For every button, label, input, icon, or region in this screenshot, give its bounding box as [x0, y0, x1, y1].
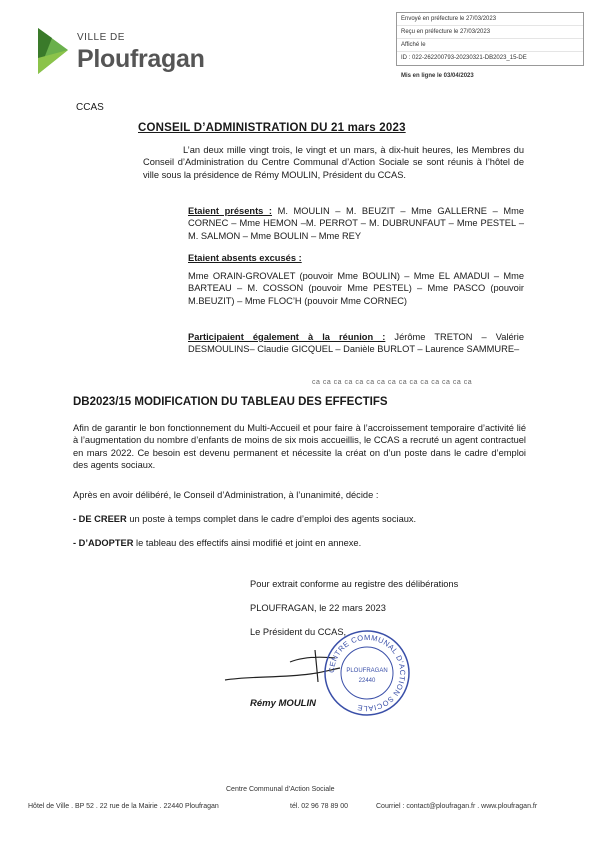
stamp-line-id: ID : 022-262200793-20230321-DB2023_15-DE — [401, 55, 527, 61]
footer-phone: tél. 02 96 78 89 00 — [290, 803, 348, 810]
absent-label-block — [188, 252, 524, 264]
separator-line: ca ca ca ca ca ca ca ca ca ca ca ca ca ca ca — [312, 379, 473, 386]
logo-town-name: Ploufragan — [77, 45, 205, 73]
deliberation-para1: Afin de garantir le bon fonctionnement du Multi-Accueil et pour faire à l’accroissement temporaire d’activité lié à l’augmentation du nombre d’enfants de moins de six mois accueillis, le CCAS a recruté un agent contractuel en mars 2022. Ce besoin est devenu permanent et nécessite la créat on d’un poste dans le cadre d’emploi des agents sociaux. — [73, 423, 526, 470]
participating-block — [188, 331, 524, 356]
footer-org: Centre Communal d’Action Sociale — [226, 786, 335, 793]
department-label: CCAS — [76, 102, 104, 113]
prefecture-stamp — [396, 12, 584, 66]
ccas-seal — [322, 628, 412, 718]
meeting-title: CONSEIL D’ADMINISTRATION DU 21 mars 2023 — [138, 122, 406, 134]
stamp-line-received: Reçu en préfecture le 27/03/2023 — [397, 26, 583, 39]
footer-contact: Courriel : contact@ploufragan.fr . www.ploufragan.fr — [376, 803, 538, 810]
present-label: Etaient présents : — [188, 206, 273, 216]
absent-text: Mme ORAIN-GROVALET (pouvoir Mme BOULIN) – Mme EL AMADUI – Mme BARTEAU – M. COSSON (pouvoir Mme PESTEL) – Mme PASCO (pouvoir M.BEUZIT) – Mme FLOC’H (pouvoir Mme CORNEC) — [188, 271, 524, 306]
participating-text: Jérôme TRETON – Valérie DESMOULINS– Claudie GICQUEL – Danièle BURLOT – Laurence SAMMURE– — [188, 332, 524, 355]
stamp-line-posted: Affiché le — [397, 39, 583, 52]
extract-statement: Pour extrait conforme au registre des délibérations — [250, 579, 459, 589]
seal-code-text: 22440 — [358, 678, 376, 684]
decision-adopt-label: - D’ADOPTER — [73, 538, 134, 548]
absent-block — [188, 270, 524, 307]
decision-adopt — [73, 537, 526, 549]
stamp-line-sent: Envoyé en préfecture le 27/03/2023 — [397, 13, 583, 26]
absent-label: Etaient absents excusés : — [188, 253, 302, 263]
footer-address: Hôtel de Ville . BP 52 . 22 rue de la Mairie . 22440 Ploufragan — [28, 803, 219, 810]
decision-create-label: - DE CREER — [73, 514, 127, 524]
present-block — [188, 205, 524, 242]
meeting-intro — [143, 144, 524, 181]
seal-center-text: PLOUFRAGAN — [346, 668, 388, 674]
participating-label: Participaient également à la réunion : — [188, 332, 386, 342]
deliberation-para2: Après en avoir délibéré, le Conseil d’Administration, à l’unanimité, décide : — [73, 490, 379, 500]
decision-create-text: un poste à temps complet dans le cadre d’emploi des agents sociaux. — [126, 514, 417, 524]
logo-small-text: VILLE DE — [77, 32, 125, 43]
intro-text: L’an deux mille vingt trois, le vingt et un mars, à dix-huit heures, les Membres du Conseil d’Administration du Centre Communal d’Action Sociale se sont réunis à l’hôtel de ville sous la présidence de Rémy MOULIN, Président du CCAS. — [143, 145, 524, 180]
present-text: M. MOULIN – M. BEUZIT – Mme GALLERNE – Mme CORNEC – Mme HEMON –M. PERROT – M. DUBRUNFAUT – Mme PESTEL – M. SALMON – Mme BOULIN – Mme REY — [188, 206, 524, 241]
ploufragan-logo-icon — [30, 28, 70, 78]
online-date: Mis en ligne le 03/04/2023 — [401, 73, 474, 79]
signatory-role: Le Président du CCAS, — [250, 627, 347, 637]
place-date: PLOUFRAGAN, le 22 mars 2023 — [250, 603, 386, 613]
decision-create — [73, 513, 526, 525]
deliberation-title: DB2023/15 MODIFICATION DU TABLEAU DES EFFECTIFS — [73, 396, 388, 408]
seal-ring-text: CENTRE COMMUNAL D’ACTION SOCIALE — [326, 632, 408, 714]
signatory-name: Rémy MOULIN — [250, 698, 316, 709]
decision-adopt-text: le tableau des effectifs ainsi modifié et joint en annexe. — [133, 538, 362, 548]
